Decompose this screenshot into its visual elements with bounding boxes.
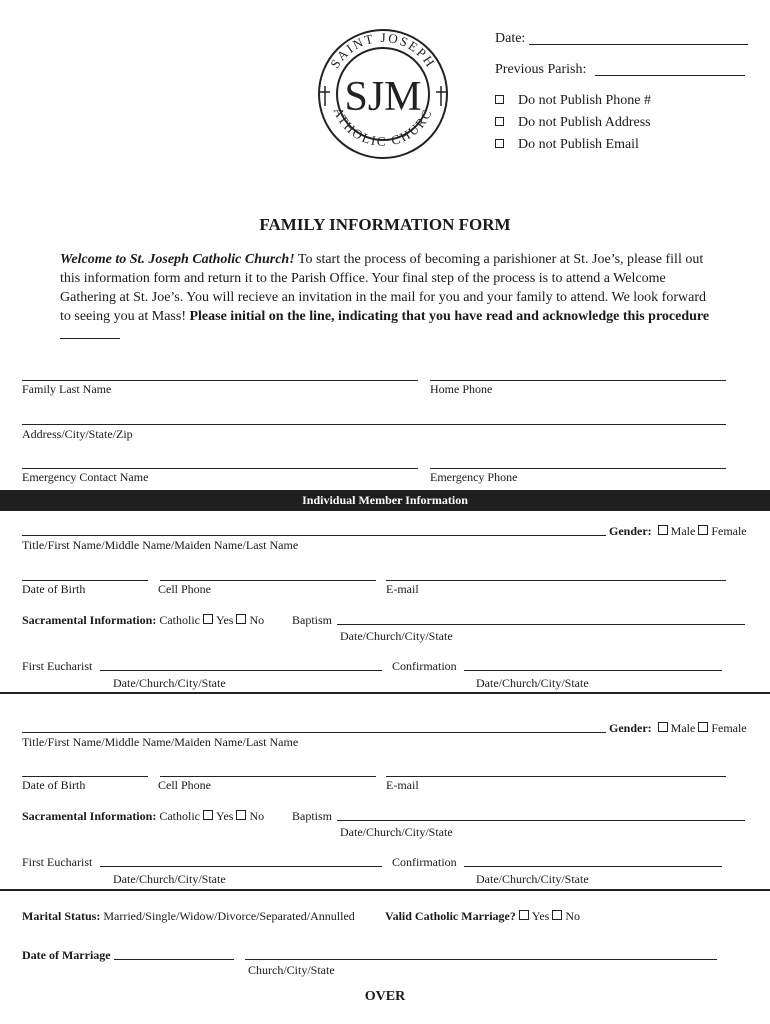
checkbox-icon[interactable]: [552, 910, 562, 920]
member-2-confirmation-label: Confirmation: [392, 855, 457, 869]
valid-yes-checkbox[interactable]: Yes: [519, 909, 549, 923]
member-2-name-field[interactable]: [22, 732, 606, 733]
marriage-church-label: Church/City/State: [248, 963, 335, 977]
checkbox-icon[interactable]: [658, 525, 668, 535]
date-field[interactable]: [529, 44, 748, 45]
member-1-baptism-sub: Date/Church/City/State: [340, 629, 453, 643]
member-2-eucharist-field[interactable]: [100, 866, 382, 867]
address-field[interactable]: [22, 424, 726, 425]
member-1-name-field[interactable]: [22, 535, 606, 536]
male-checkbox[interactable]: Male: [658, 524, 696, 538]
female-checkbox[interactable]: Female: [698, 721, 746, 735]
catholic-yes-checkbox[interactable]: Yes: [203, 613, 233, 627]
checkbox-no-email[interactable]: Do not Publish Email: [495, 136, 639, 153]
member-1-eucharist-label: First Eucharist: [22, 659, 93, 673]
initial-field[interactable]: [60, 326, 120, 339]
member-1-gender: Gender: Male Female: [609, 524, 747, 538]
valid-no-checkbox[interactable]: No: [552, 909, 580, 923]
member-1-confirmation-field[interactable]: [464, 670, 722, 671]
marriage-date-field[interactable]: [114, 959, 234, 960]
member-1-cell-field[interactable]: [160, 580, 376, 581]
initial-instruction: Please initial on the line, indicating that you have read and acknowledge this procedure: [189, 309, 710, 324]
parish-logo: [316, 22, 450, 166]
checkbox-no-address[interactable]: Do not Publish Address: [495, 114, 651, 131]
member-1-eucharist-field[interactable]: [100, 670, 382, 671]
checkbox-icon[interactable]: [236, 614, 246, 624]
member-2-baptism-field[interactable]: [337, 820, 745, 821]
member-2-email-label: E-mail: [386, 778, 419, 792]
checkbox-no-phone[interactable]: Do not Publish Phone #: [495, 92, 651, 109]
logo-seal: [316, 22, 450, 166]
catholic-no-checkbox[interactable]: No: [236, 809, 264, 823]
checkbox-icon[interactable]: [698, 525, 708, 535]
marital-status: Marital Status: Married/Single/Widow/Divorce/Separated/Annulled: [22, 909, 355, 923]
female-checkbox[interactable]: Female: [698, 524, 746, 538]
checkbox-icon[interactable]: [203, 614, 213, 624]
marriage-date-label: Date of Marriage: [22, 948, 111, 962]
intro-paragraph: [60, 250, 710, 345]
member-2-name-label: Title/First Name/Middle Name/Maiden Name/Last Name: [22, 735, 299, 749]
divider: [0, 889, 770, 891]
member-2-eucharist-label: First Eucharist: [22, 855, 93, 869]
checkbox-icon[interactable]: [519, 910, 529, 920]
member-1-email-field[interactable]: [386, 580, 726, 581]
member-1-confirmation-label: Confirmation: [392, 659, 457, 673]
checkbox-icon[interactable]: [495, 139, 504, 148]
member-1-dob-field[interactable]: [22, 580, 148, 581]
member-2-confirmation-field[interactable]: [464, 866, 722, 867]
member-2-eucharist-sub: Date/Church/City/State: [113, 872, 226, 886]
section-header: Individual Member Information: [0, 490, 770, 511]
member-1-email-label: E-mail: [386, 582, 419, 596]
checkbox-icon[interactable]: [495, 117, 504, 126]
previous-parish-field[interactable]: [595, 75, 745, 76]
previous-parish-label: Previous Parish:: [495, 62, 587, 77]
home-phone-label: Home Phone: [430, 382, 493, 396]
address-label: Address/City/State/Zip: [22, 427, 133, 441]
checkbox-icon[interactable]: [236, 810, 246, 820]
emergency-contact-label: Emergency Contact Name: [22, 470, 149, 484]
member-2-sacramental: Sacramental Information: Catholic Yes No: [22, 809, 265, 823]
checkbox-icon[interactable]: [658, 722, 668, 732]
date-label: Date:: [495, 31, 526, 46]
home-phone-field[interactable]: [430, 380, 726, 381]
member-1-eucharist-sub: Date/Church/City/State: [113, 676, 226, 690]
family-last-name-label: Family Last Name: [22, 382, 112, 396]
catholic-no-checkbox[interactable]: No: [236, 613, 264, 627]
family-last-name-field[interactable]: [22, 380, 418, 381]
member-2-dob-field[interactable]: [22, 776, 148, 777]
member-2-gender: Gender: Male Female: [609, 721, 747, 735]
male-checkbox[interactable]: Male: [658, 721, 696, 735]
member-1-cell-label: Cell Phone: [158, 582, 211, 596]
divider: [0, 692, 770, 694]
logo-monogram: SJM: [344, 74, 422, 120]
welcome-text: Welcome to St. Joseph Catholic Church!: [60, 252, 295, 267]
member-1-baptism-label: Baptism: [292, 613, 333, 627]
checkbox-icon[interactable]: [495, 95, 504, 104]
member-2-cell-field[interactable]: [160, 776, 376, 777]
checkbox-icon[interactable]: [698, 722, 708, 732]
emergency-contact-field[interactable]: [22, 468, 418, 469]
catholic-yes-checkbox[interactable]: Yes: [203, 809, 233, 823]
page-title: FAMILY INFORMATION FORM: [259, 215, 511, 234]
member-2-baptism-label: Baptism: [292, 809, 333, 823]
emergency-phone-field[interactable]: [430, 468, 726, 469]
member-1-dob-label: Date of Birth: [22, 582, 86, 596]
member-1-confirmation-sub: Date/Church/City/State: [476, 676, 589, 690]
member-1-sacramental: Sacramental Information: Catholic Yes No: [22, 613, 265, 627]
member-2-confirmation-sub: Date/Church/City/State: [476, 872, 589, 886]
member-2-email-field[interactable]: [386, 776, 726, 777]
member-2-baptism-sub: Date/Church/City/State: [340, 825, 453, 839]
marriage-church-field[interactable]: [245, 959, 717, 960]
member-2-cell-label: Cell Phone: [158, 778, 211, 792]
member-2-dob-label: Date of Birth: [22, 778, 86, 792]
checkbox-icon[interactable]: [203, 810, 213, 820]
emergency-phone-label: Emergency Phone: [430, 470, 518, 484]
member-1-baptism-field[interactable]: [337, 624, 745, 625]
logo-bottom-text: ATHOLIC CHURC: [330, 105, 436, 149]
over-label: OVER: [364, 989, 406, 1004]
intro-body: To start the process of becoming a parishioner at St. Joe’s, please fill out this information form and return it to the Parish Office. Your final step of the process is to attend a Welcome Gathering at St. Joe’s. You will recieve an invitation in the mail for you and your family to attend. We look forward to seeing you at Mass!: [60, 252, 706, 324]
logo-top-text: SAINT JOSEPH: [327, 29, 439, 71]
member-1-name-label: Title/First Name/Middle Name/Maiden Name/Last Name: [22, 538, 299, 552]
marital-status-options[interactable]: Married/Single/Widow/Divorce/Separated/Annulled: [103, 909, 355, 923]
valid-marriage: Valid Catholic Marriage? Yes No: [385, 909, 581, 923]
